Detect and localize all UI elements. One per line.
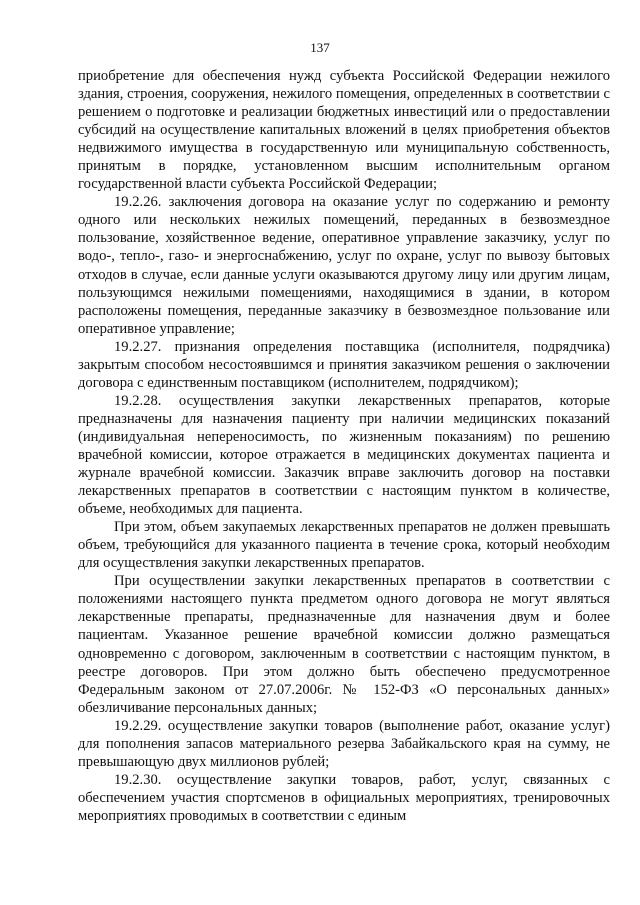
document-body (78, 67, 610, 825)
paragraph-19-2-30: 19.2.30. осуществление закупки товаров, работ, услуг, связанных с обеспечением участия спортсменов в официальных мероприятиях, тренировочных мероприятиях проводимых в соответствии с единым (78, 771, 610, 824)
paragraph-volume-note: При этом, объем закупаемых лекарственных препаратов не должен превышать объем, требующийся для указанного пациента в течение срока, который необходим для осуществления закупки лекарственных препаратов. (78, 519, 610, 572)
paragraph-procurement-note: При осуществлении закупки лекарственных препаратов в соответствии с положениями настоящего пункта предметом одного договора не могут являться лекарственные препараты, предназначенные для назначения двум и более пациентам. Указанное решение врачебной комиссии должно размещаться одновременно с договором, заключенным в соответствии с настоящим пунктом, в реестре договоров. При этом должно быть обеспечено предусмотренное Федеральным законом от 27.07.2006г. № 152-ФЗ «О персональных данных» обезличивание персональных данных; (78, 573, 610, 716)
paragraph-19-2-27: 19.2.27. признания определения поставщика (исполнителя, подрядчика) закрытым способом несостоявшимся и принятия заказчиком решения о заключении договора с единственным поставщиком (исполнителем, подрядчиком); (78, 338, 610, 391)
paragraph-19-2-29: 19.2.29. осуществление закупки товаров (выполнение работ, оказание услуг) для пополнения запасов материального резерва Забайкальского края на сумму, не превышающую двух миллионов рублей; (78, 717, 610, 770)
page-number: 137 (310, 40, 330, 55)
paragraph-19-2-26: 19.2.26. заключения договора на оказание услуг по содержанию и ремонту одного или нескольких нежилых помещений, переданных в безвозмездное пользование, хозяйственное ведение, оперативное управление заказчику, услуг по водо-, тепло-, газо- и энергоснабжению, услуг по охране, услуг по вывозу бытовых отходов в случае, если данные услуги оказываются другому лицу или другим лицам, пользующимся нежилыми помещениями, находящимися в здании, в котором расположены помещения, переданные заказчику в безвозмездное пользование или оперативное управление; (78, 194, 610, 337)
paragraph-19-2-28: 19.2.28. осуществления закупки лекарственных препаратов, которые предназначены для назначения пациенту при наличии медицинских показаний (индивидуальная непереносимость, по жизненным показаниям) по решению врачебной комиссии, которое отражается в медицинских документах пациента и журнале врачебной комиссии. Заказчик вправе заключить договор на поставки лекарственных препаратов в соответствии с настоящим пунктом в количестве, объеме, необходимых для пациента. (78, 392, 610, 518)
paragraph-continuation: приобретение для обеспечения нужд субъекта Российской Федерации нежилого здания, строения, сооружения, нежилого помещения, определенных в соответствии с решением о подготовке и реализации бюджетных инвестиций или о предоставлении субсидий на осуществление капитальных вложений в целях приобретения объектов недвижимого имущества в государственную или муниципальную собственность, принятым в порядке, установленном высшим исполнительным органом государственной власти субъекта Российской Федерации; (78, 68, 610, 193)
